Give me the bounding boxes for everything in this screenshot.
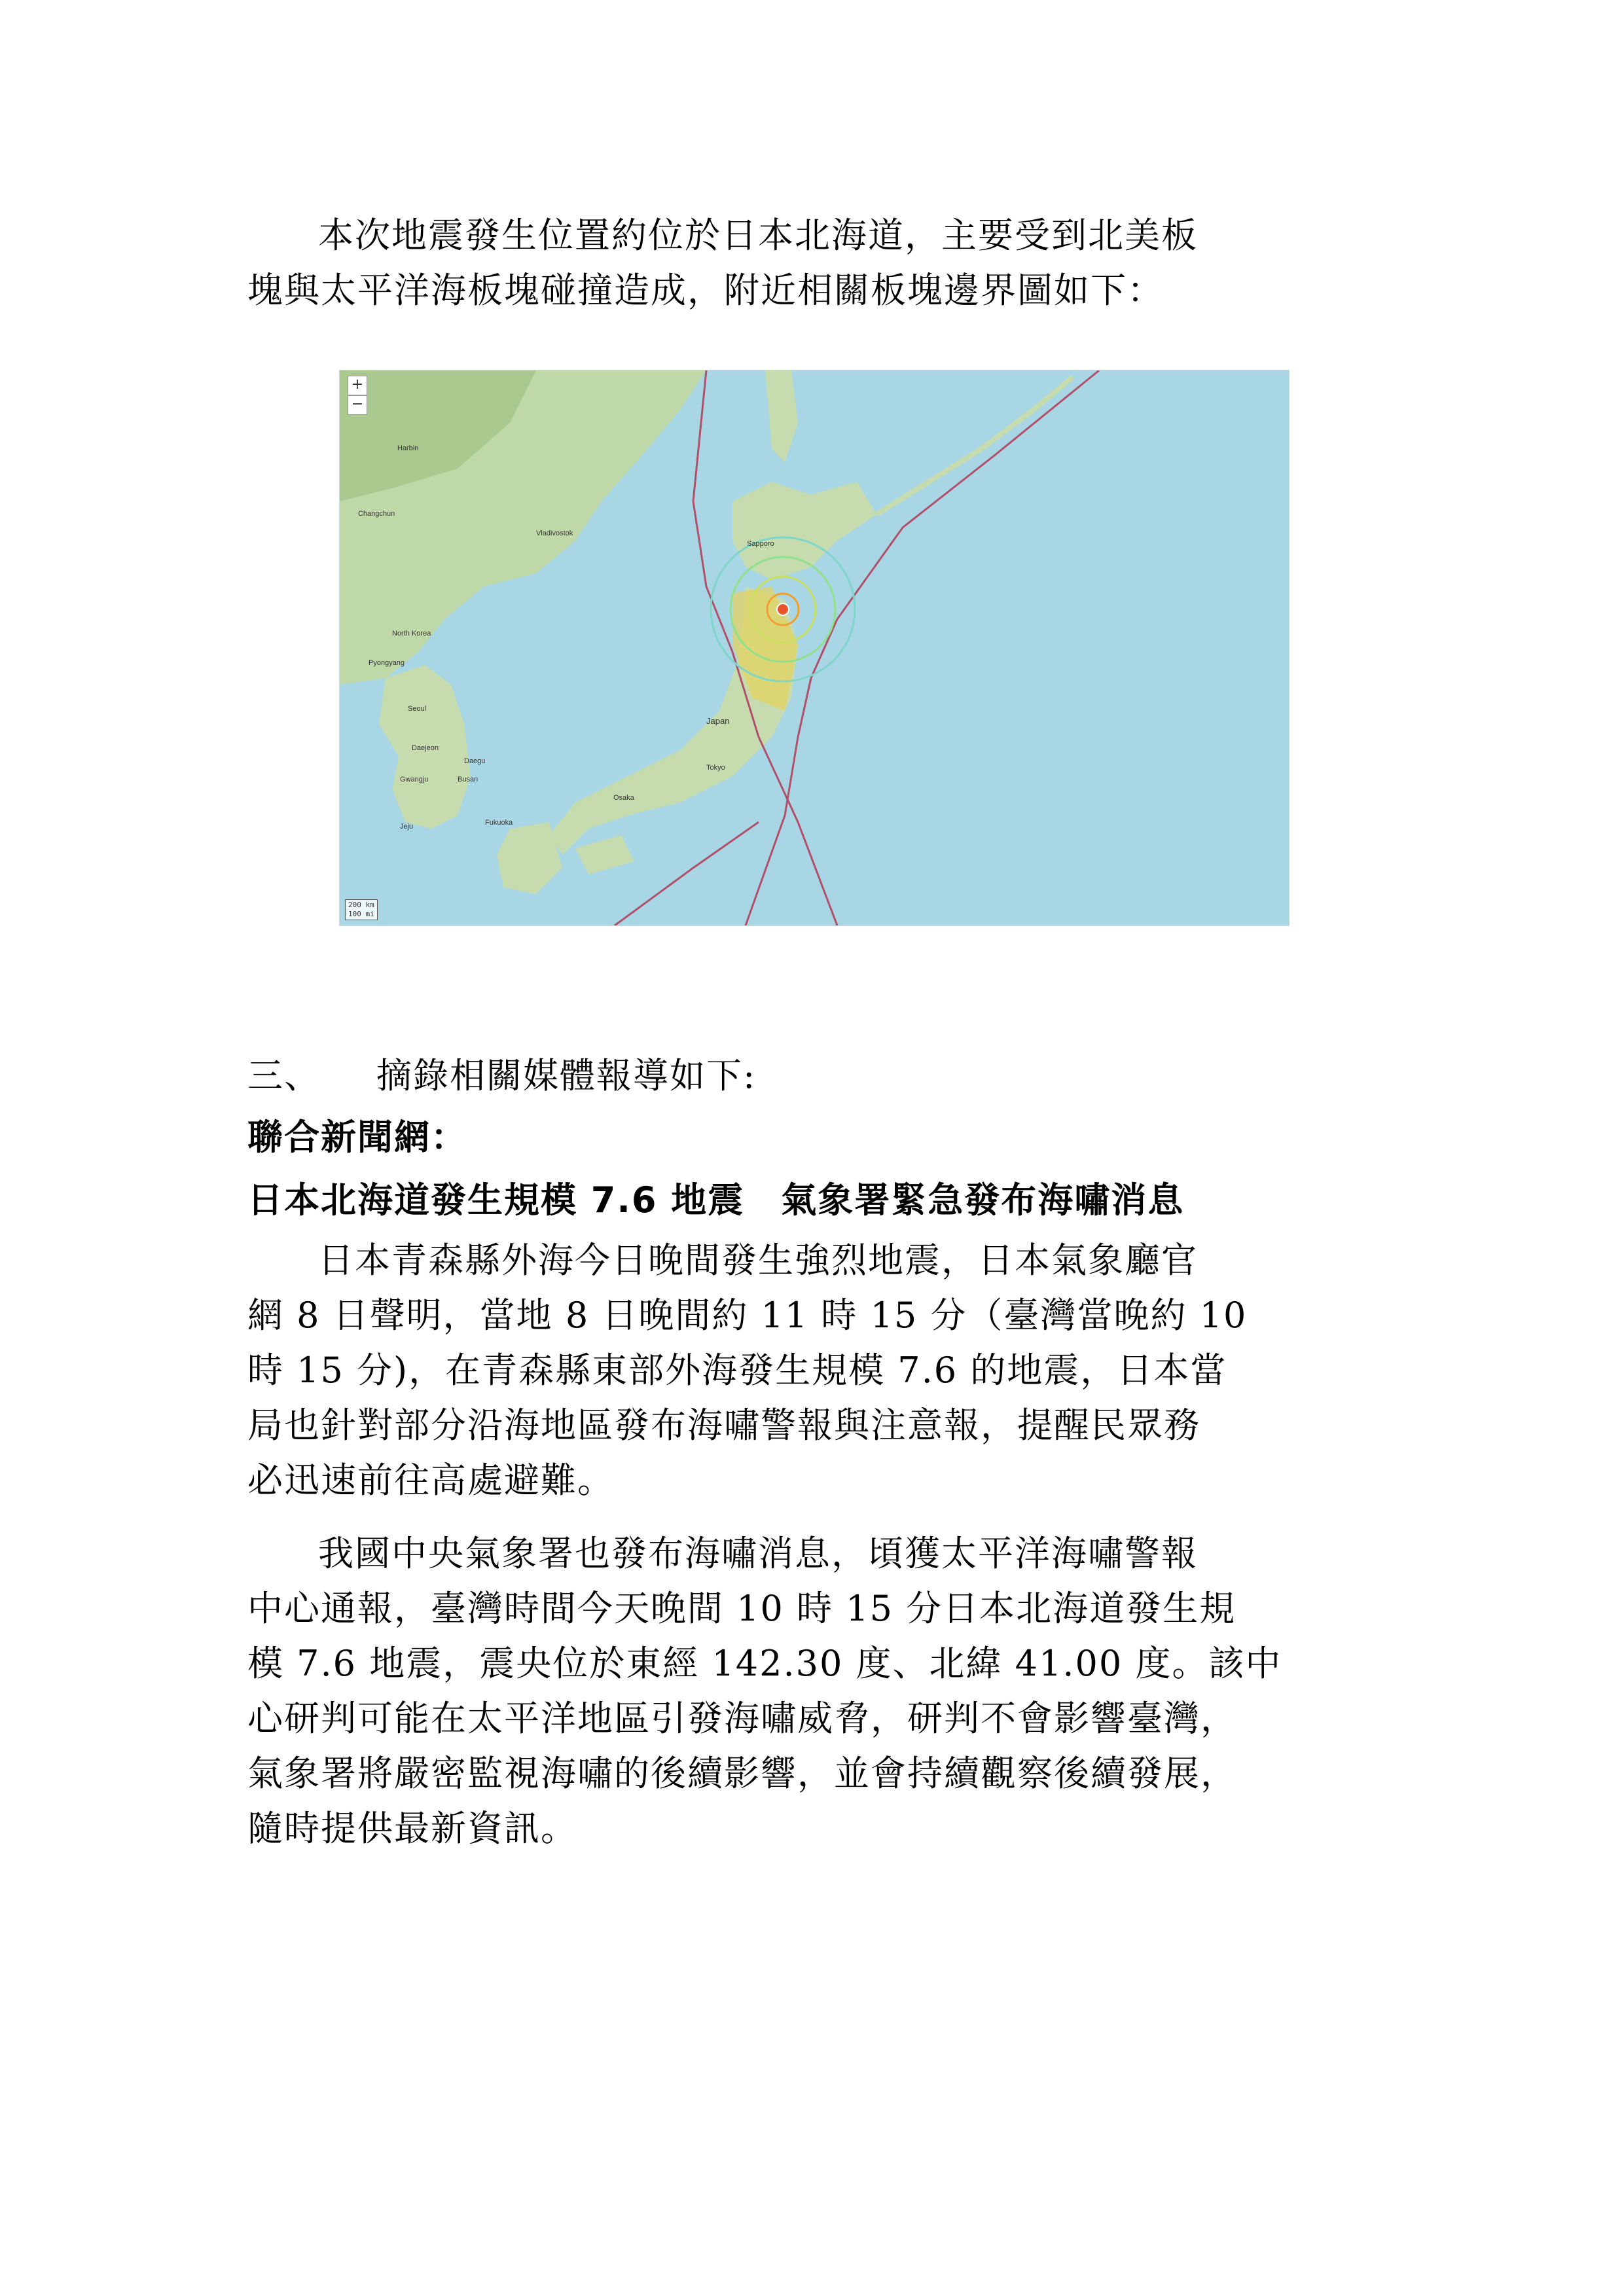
label-daegu: Daegu bbox=[464, 757, 486, 765]
label-vladivostok: Vladivostok bbox=[536, 529, 573, 537]
scale-mi: 100 mi bbox=[348, 910, 374, 918]
label-seoul: Seoul bbox=[408, 705, 427, 713]
scale-km: 200 km bbox=[348, 901, 374, 909]
body-line: 氣象署將嚴密監視海嘯的後續影響，並會持續觀察後續發展， bbox=[247, 1753, 1237, 1794]
label-pyongyang: Pyongyang bbox=[369, 659, 405, 667]
body-line: 日本青森縣外海今日晚間發生強烈地震，日本氣象廳官 bbox=[318, 1240, 1198, 1281]
label-jeju: Jeju bbox=[400, 823, 414, 831]
news-paragraph-1 bbox=[247, 1233, 1390, 1508]
source-name-text: 聯合新聞網： bbox=[247, 1117, 467, 1158]
news-headline-text: 日本北海道發生規模 7.6 地震 氣象署緊急發布海嘯消息 bbox=[247, 1179, 1185, 1221]
body-line: 網 8 日聲明，當地 8 日晚間約 11 時 15 分（臺灣當晚約 10 bbox=[247, 1295, 1248, 1336]
source-name bbox=[247, 1110, 1390, 1165]
plate-boundary-map[interactable] bbox=[339, 370, 1290, 926]
intro-line: 塊與太平洋海板塊碰撞造成，附近相關板塊邊界圖如下： bbox=[247, 270, 1164, 311]
body-line: 模 7.6 地震，震央位於東經 142.30 度、北緯 41.00 度。該中 bbox=[247, 1643, 1282, 1684]
news-headline bbox=[247, 1173, 1390, 1228]
intro-line: 本次地震發生位置約位於日本北海道，主要受到北美板 bbox=[318, 215, 1198, 256]
body-line: 我國中央氣象署也發布海嘯消息，頃獲太平洋海嘯警報 bbox=[318, 1533, 1198, 1574]
intro-paragraph bbox=[247, 208, 1390, 318]
news-paragraph-2 bbox=[247, 1526, 1390, 1856]
zoom-out-button[interactable]: − bbox=[348, 395, 367, 415]
label-harbin: Harbin bbox=[397, 444, 419, 452]
map-scale-bar bbox=[345, 899, 378, 920]
label-japan: Japan bbox=[706, 716, 730, 726]
label-daejeon: Daejeon bbox=[412, 744, 439, 752]
body-line: 中心通報，臺灣時間今天晚間 10 時 15 分日本北海道發生規 bbox=[247, 1588, 1236, 1629]
body-line: 隨時提供最新資訊。 bbox=[247, 1808, 577, 1849]
body-line: 必迅速前往高處避難。 bbox=[247, 1460, 614, 1501]
label-tokyo: Tokyo bbox=[706, 764, 725, 772]
label-osaka: Osaka bbox=[613, 794, 634, 802]
label-gwangju: Gwangju bbox=[400, 776, 429, 783]
section-heading-text: 三、 摘錄相關媒體報導如下: bbox=[247, 1055, 757, 1096]
label-north-korea: North Korea bbox=[392, 630, 431, 637]
map-canvas bbox=[340, 370, 1289, 925]
label-changchun: Changchun bbox=[358, 510, 395, 518]
zoom-in-button[interactable]: + bbox=[348, 376, 367, 395]
body-line: 時 15 分)，在青森縣東部外海發生規模 7.6 的地震，日本當 bbox=[247, 1350, 1227, 1391]
epicenter-dot bbox=[777, 603, 789, 615]
body-line: 局也針對部分沿海地區發布海嘯警報與注意報，提醒民眾務 bbox=[247, 1405, 1200, 1446]
section-heading bbox=[247, 1049, 1390, 1103]
label-fukuoka: Fukuoka bbox=[485, 819, 513, 827]
label-busan: Busan bbox=[458, 776, 478, 783]
body-line: 心研判可能在太平洋地區引發海嘯威脅，研判不會影響臺灣， bbox=[247, 1698, 1237, 1739]
label-sapporo: Sapporo bbox=[747, 540, 774, 548]
